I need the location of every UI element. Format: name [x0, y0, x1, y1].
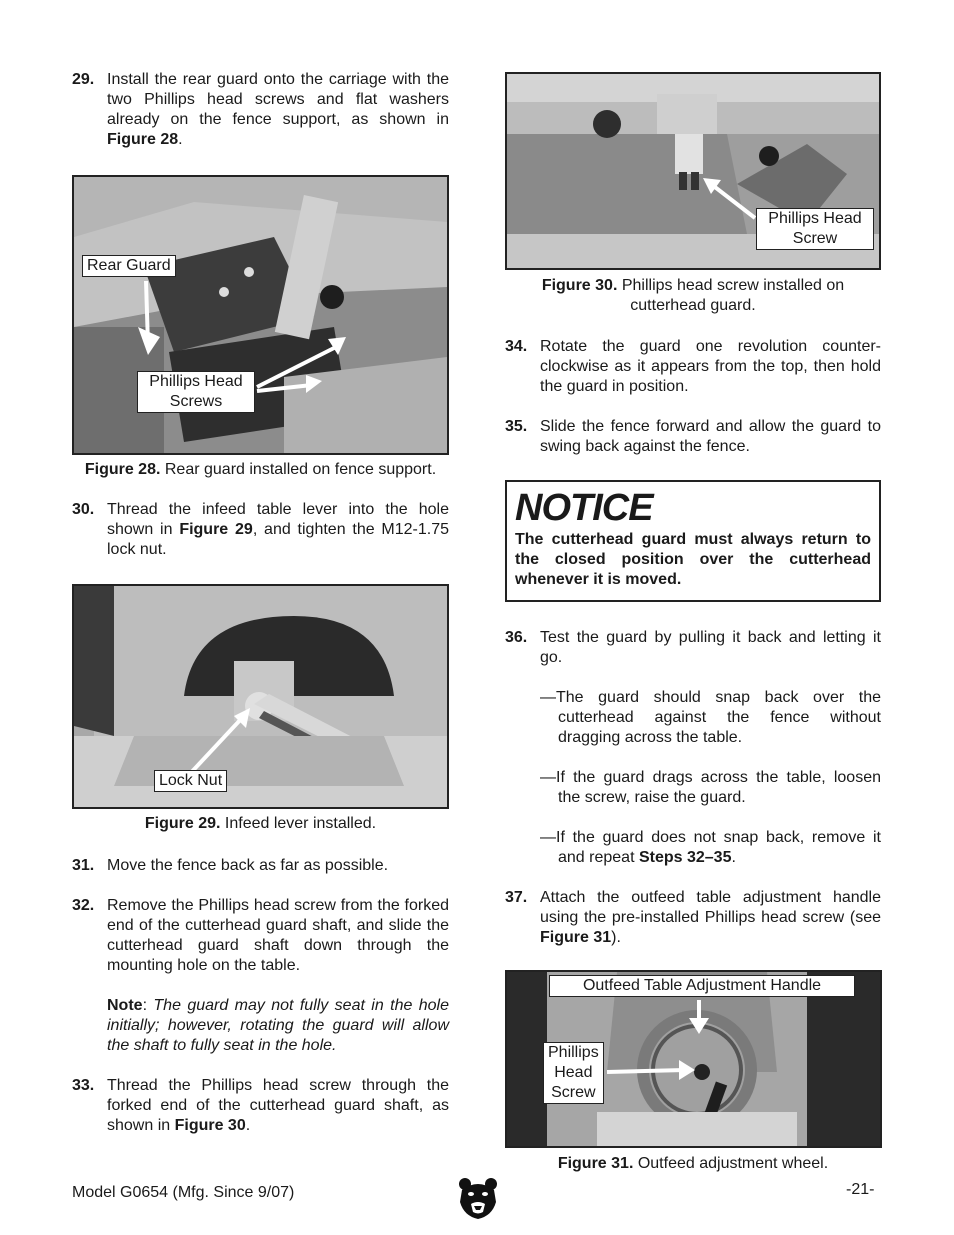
notice-box	[505, 480, 881, 602]
callout-outfeed-table-adjustment-handle: Outfeed Table Adjustment Handle	[549, 975, 855, 997]
callout-phillips-head-screw-fig31: Phillips Head Screw	[543, 1042, 604, 1104]
figure-28-photo	[72, 175, 449, 455]
dash-item-2: —If the guard drags across the table, loosen the screw, raise the guard.	[540, 769, 881, 806]
footer-model: Model G0654 (Mfg. Since 9/07)	[72, 1184, 295, 1201]
callout-phillips-head-screw: Phillips Head Screw	[756, 208, 874, 250]
figure-29-photo	[72, 584, 449, 809]
notice-title: NOTICE	[515, 487, 653, 529]
figure-30-caption: Figure 30. Phillips head screw installed on cutterhead guard.	[541, 277, 845, 314]
figure-28-caption: Figure 28. Rear guard installed on fence support.	[84, 461, 437, 478]
step-30: 30. Thread the infeed table lever into the hole shown in Figure 29, and tighten the M12-1.75 lock nut.	[72, 501, 450, 558]
dash-item-3: —If the guard does not snap back, remove it and repeat Steps 32–35.	[540, 829, 881, 866]
figure-31-caption: Figure 31. Outfeed adjustment wheel.	[557, 1155, 829, 1172]
step-29: 29. Install the rear guard onto the carriage with the two Phillips head screws and flat washers already on the fence support, as shown in Figure 28.	[72, 71, 449, 148]
figure-31-photo	[505, 970, 882, 1148]
footer-page-number: -21-	[846, 1181, 875, 1198]
callout-phillips-head-screws: Phillips Head Screws	[137, 371, 255, 413]
figure-29-caption: Figure 29. Infeed lever installed.	[144, 815, 377, 832]
step-34: 34. Rotate the guard one revolution counter-clockwise as it appears from the top, then hold the guard in position.	[505, 338, 881, 395]
step-37: 37. Attach the outfeed table adjustment handle using the pre-installed Phillips head screw (see Figure 31).	[505, 889, 881, 946]
callout-rear-guard: Rear Guard	[82, 255, 176, 277]
notice-text: The cutterhead guard must always return to the closed position over the cutterhead whenever it is moved.	[515, 531, 871, 588]
step-35: 35. Slide the fence forward and allow the guard to swing back against the fence.	[505, 418, 881, 455]
right-column	[505, 72, 881, 1174]
figure-30-photo	[505, 72, 881, 270]
step-36: 36. Test the guard by pulling it back and letting it go.	[505, 629, 881, 666]
grizzly-bear-logo-icon	[458, 1176, 498, 1226]
callout-lock-nut: Lock Nut	[154, 770, 227, 792]
note: Note: The guard may not fully seat in the hole initially; however, rotating the guard will allow the shaft to fully seat in the hole.	[107, 997, 449, 1054]
step-33: 33. Thread the Phillips head screw through the forked end of the cutterhead guard shaft, as shown in Figure 30.	[72, 1077, 449, 1134]
step-32: 32. Remove the Phillips head screw from the forked end of the cutterhead guard shaft, and slide the cutterhead guard shaft down through the mounting hole on the table.	[72, 897, 449, 974]
dash-item-1: —The guard should snap back over the cutterhead against the fence without dragging across the table.	[540, 689, 881, 746]
left-column	[72, 70, 449, 1136]
step-31: 31. Move the fence back as far as possible.	[72, 857, 389, 874]
